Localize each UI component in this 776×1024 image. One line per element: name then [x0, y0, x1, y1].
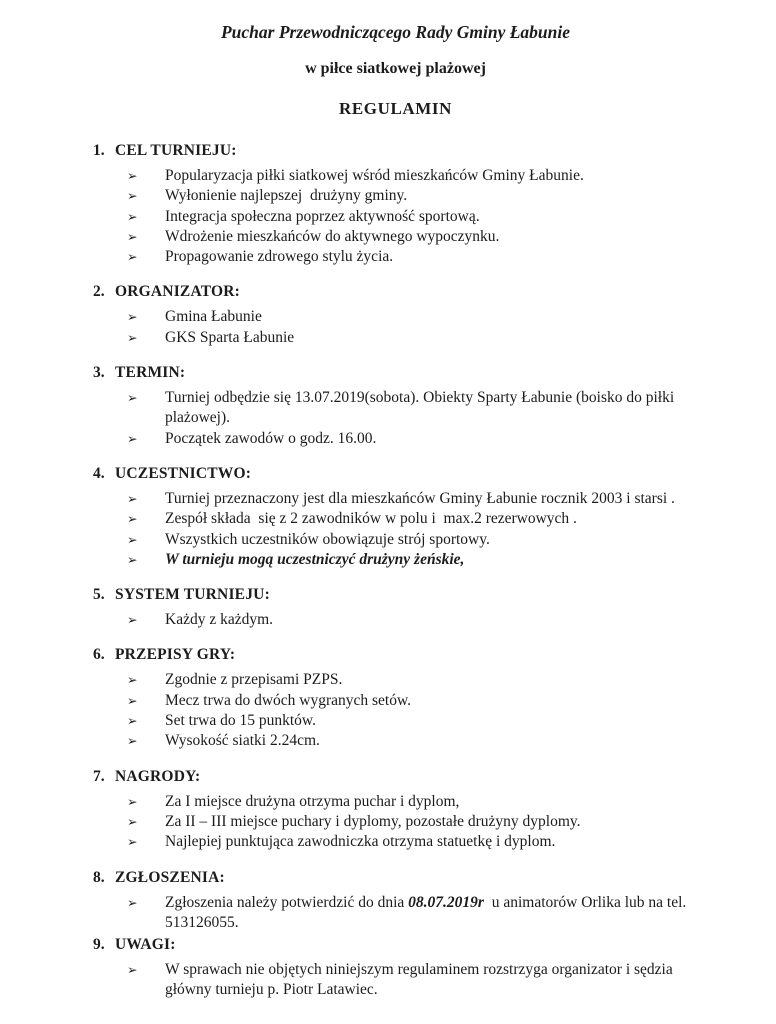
arrow-bullet-icon: ➢ — [127, 329, 138, 345]
list-item — [93, 792, 698, 812]
text-run: Popularyzacja piłki siatkowej wśród mieszkańców Gminy Łabunie. — [165, 167, 584, 184]
list-item — [93, 247, 698, 267]
list-item — [93, 307, 698, 327]
section-number: 1. — [93, 142, 105, 159]
text-run: 08.07.2019r — [408, 893, 484, 911]
arrow-bullet-icon: ➢ — [127, 894, 138, 910]
section — [93, 141, 698, 267]
list-item — [93, 530, 698, 550]
text-run: Najlepiej punktująca zawodniczka otrzyma statuetkę i dyplom. — [165, 833, 556, 851]
list-item — [93, 731, 698, 751]
list-item-text — [165, 960, 698, 1001]
document-title: Puchar Przewodniczącego Rady Gminy Łabunie — [220, 22, 571, 42]
arrow-bullet-icon: ➢ — [127, 430, 138, 446]
arrow-bullet-icon: ➢ — [127, 813, 138, 829]
text-run: Turniej odbędzie się 13.07.2019(sobota). Obiekty Sparty Łabunie (boisko do piłki plażowej). — [165, 389, 679, 427]
section-title: ZGŁOSZENIA: — [115, 868, 225, 886]
list-item-text — [165, 610, 698, 630]
arrow-bullet-icon: ➢ — [127, 228, 138, 244]
text-run: Za II – III miejsce puchary i dyplomy, pozostałe drużyny dyplomy. — [165, 812, 581, 830]
list-item — [93, 832, 698, 852]
text-run: Zespół składa się z 2 zawodników w polu i max.2 rezerwowych . — [165, 510, 577, 528]
section — [93, 282, 698, 348]
section — [93, 868, 698, 934]
list-item-text — [165, 691, 698, 711]
list-item — [93, 186, 698, 206]
list-item — [93, 711, 698, 731]
text-run: W sprawach nie objętych niniejszym regulaminem rozstrzyga organizator i sędzia główny turnieju p. Piotr Latawiec. — [165, 961, 677, 999]
text-run: Wdrożenie mieszkańców do aktywnego wypoczynku. — [165, 227, 500, 245]
section-heading — [93, 935, 698, 955]
text-run: Wyłonienie najlepszej drużyny gminy. — [165, 187, 408, 205]
section-items — [93, 307, 698, 348]
arrow-bullet-icon: ➢ — [127, 672, 138, 688]
section — [93, 363, 698, 449]
text-run: Set trwa do 15 punktów. — [165, 712, 316, 730]
section-title: ORGANIZATOR: — [115, 283, 240, 301]
text-run: Mecz trwa do dwóch wygranych setów. — [165, 691, 412, 709]
list-item — [93, 166, 698, 186]
section — [93, 464, 698, 570]
section — [93, 767, 698, 853]
arrow-bullet-icon: ➢ — [127, 713, 138, 729]
list-item-text — [165, 731, 698, 751]
list-item — [93, 509, 698, 529]
list-item-text — [165, 186, 698, 206]
arrow-bullet-icon: ➢ — [127, 208, 138, 224]
text-run: GKS Sparta Łabunie — [165, 328, 295, 346]
section — [93, 645, 698, 751]
text-run: Wszystkich uczestników obowiązuje strój sportowy. — [165, 530, 490, 548]
list-item-text — [165, 550, 698, 570]
section-heading — [93, 868, 698, 888]
arrow-bullet-icon: ➢ — [127, 531, 138, 547]
text-run: Zgłoszenia należy potwierdzić do dnia — [165, 893, 409, 911]
list-item-text — [165, 247, 698, 267]
list-item — [93, 227, 698, 247]
list-item-text — [165, 429, 698, 449]
text-run: Zgodnie z przepisami PZPS. — [165, 671, 343, 689]
section — [93, 585, 698, 630]
section — [93, 935, 698, 1001]
arrow-bullet-icon: ➢ — [127, 733, 138, 749]
list-item-text — [165, 227, 698, 247]
section-title: UCZESTNICTWO: — [115, 464, 252, 482]
text-run: Gmina Łabunie — [165, 308, 262, 326]
text-run: Wysokość siatki 2.24cm. — [165, 732, 320, 750]
section-heading — [93, 363, 698, 383]
list-item — [93, 610, 698, 630]
section-number: 6. — [93, 646, 105, 664]
list-item — [93, 812, 698, 832]
text-run: Początek zawodów o godz. 16.00. — [165, 429, 377, 447]
list-item-text — [165, 893, 698, 934]
document-header — [93, 22, 698, 119]
section-number: 4. — [93, 464, 105, 482]
section-heading — [93, 282, 698, 302]
list-item-text — [165, 307, 698, 327]
section-title: CEL TURNIEJU: — [115, 142, 237, 159]
list-item — [93, 328, 698, 348]
section-items — [93, 792, 698, 853]
list-item — [93, 893, 698, 934]
arrow-bullet-icon: ➢ — [127, 490, 138, 506]
section-items — [93, 489, 698, 570]
list-item — [93, 429, 698, 449]
list-item — [93, 207, 698, 227]
text-run: Każdy z każdym. — [165, 611, 274, 629]
section-items — [93, 166, 698, 267]
arrow-bullet-icon: ➢ — [127, 168, 138, 183]
text-run: Integracja społeczna poprzez aktywność sportową. — [165, 207, 480, 225]
list-item-text — [165, 812, 698, 832]
arrow-bullet-icon: ➢ — [127, 793, 138, 809]
section-number: 2. — [93, 283, 105, 301]
list-item — [93, 960, 698, 1001]
text-run: Turniej przeznaczony jest dla mieszkańców Gminy Łabunie rocznik 2003 i starsi . — [165, 489, 675, 507]
list-item-text — [165, 832, 698, 852]
section-heading — [93, 645, 698, 665]
section-heading — [93, 141, 698, 161]
section-title: UWAGI: — [115, 936, 176, 954]
section-heading — [93, 585, 698, 605]
section-title: SYSTEM TURNIEJU: — [115, 586, 270, 604]
list-item-text — [165, 792, 698, 812]
arrow-bullet-icon: ➢ — [127, 249, 138, 265]
list-item-text — [165, 166, 698, 186]
document-heading: REGULAMIN — [338, 99, 453, 118]
list-item — [93, 388, 698, 429]
list-item — [93, 691, 698, 711]
section-items — [93, 960, 698, 1001]
list-item — [93, 670, 698, 690]
section-heading — [93, 464, 698, 484]
text-run: u animatorów Orlika lub na tel. 513126055. — [165, 893, 691, 931]
section-heading — [93, 767, 698, 787]
arrow-bullet-icon: ➢ — [127, 551, 138, 567]
list-item-text — [165, 509, 698, 529]
arrow-bullet-icon: ➢ — [127, 511, 138, 527]
section-title: PRZEPISY GRY: — [115, 646, 236, 664]
section-items — [93, 388, 698, 449]
list-item-text — [165, 711, 698, 731]
list-item-text — [165, 670, 698, 690]
list-item-text — [165, 388, 698, 429]
list-item — [93, 489, 698, 509]
section-number: 3. — [93, 364, 105, 382]
section-number: 9. — [93, 936, 105, 954]
section-title: TERMIN: — [115, 364, 186, 382]
document-subtitle: w piłce siatkowej plażowej — [305, 60, 486, 77]
list-item — [93, 550, 698, 570]
section-items — [93, 670, 698, 751]
section-number: 5. — [93, 586, 105, 604]
sections-list — [93, 141, 698, 1001]
section-items — [93, 610, 698, 630]
arrow-bullet-icon: ➢ — [127, 612, 138, 628]
list-item-text — [165, 328, 698, 348]
arrow-bullet-icon: ➢ — [127, 834, 138, 850]
list-item-text — [165, 530, 698, 550]
list-item-text — [165, 489, 698, 509]
arrow-bullet-icon: ➢ — [127, 962, 138, 978]
arrow-bullet-icon: ➢ — [127, 188, 138, 204]
list-item-text — [165, 207, 698, 227]
text-run: Za I miejsce drużyna otrzyma puchar i dyplom, — [165, 792, 460, 810]
section-items — [93, 893, 698, 934]
text-run: W turnieju mogą uczestniczyć drużyny żeńskie, — [165, 550, 465, 568]
section-number: 8. — [93, 868, 105, 886]
section-title: NAGRODY: — [115, 767, 201, 785]
arrow-bullet-icon: ➢ — [127, 692, 138, 708]
arrow-bullet-icon: ➢ — [127, 309, 138, 325]
arrow-bullet-icon: ➢ — [127, 390, 138, 406]
section-number: 7. — [93, 767, 105, 785]
text-run: Propagowanie zdrowego stylu życia. — [165, 248, 394, 266]
